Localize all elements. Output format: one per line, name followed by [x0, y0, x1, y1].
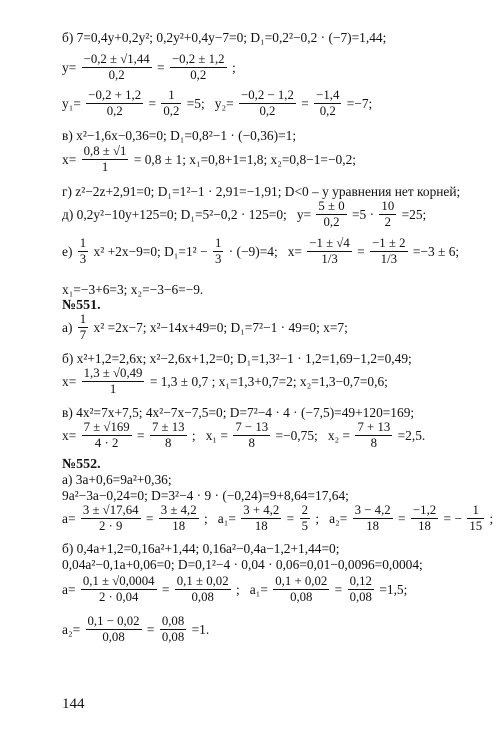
line-b-y-formula: y= $\frac{-0,2 \pm √1,44}{0,2}$ = $\frac{-0,2 \pm 1,2}{0,2}$ ;	[62, 52, 236, 82]
fraction: $\frac{1}{0,2}$	[163, 88, 180, 118]
fraction: $\frac{1}{15}$	[469, 503, 483, 533]
fraction: $\frac{1}{7}$	[79, 312, 87, 342]
fraction: $\frac{10}{2}$	[381, 199, 395, 229]
fraction: $\frac{-1,4}{0,2}$	[316, 88, 340, 118]
fraction: $\frac{-1 \pm 2}{1/3}$	[372, 236, 406, 266]
fraction: $\frac{3 \pm 4,2}{18}$	[160, 503, 197, 533]
line-e-roots: x₁=−3+6=3; x₂=−3−6=−9.	[62, 282, 204, 297]
fraction: $\frac{7 \pm √169}{4 \cdot 2}$	[83, 420, 130, 450]
fraction: $\frac{1}{3}$	[79, 236, 87, 266]
fraction: $\frac{0,1 + 0,02}{0,08}$	[275, 574, 328, 604]
fraction: $\frac{3 - 4,2}{18}$	[354, 503, 391, 533]
fraction: $\frac{-1 \pm √4}{1/3}$	[309, 236, 350, 266]
fraction: $\frac{1}{3}$	[214, 236, 222, 266]
fraction: $\frac{0,1 \pm √0,0004}{2 \cdot 0,04}$	[82, 574, 155, 604]
line-d-equation: д) 0,2y²−10y+125=0; D₁=5²−0,2 · 125=0; y= $\frac{5 \pm 0}{0,2}$ =5 · $\frac{10}{2}$ =25;	[62, 199, 427, 229]
line-v-roots: x= $\frac{0,8 \pm √1}{1}$ = 0,8 ± 1; x₁=0,8+1=1,8; x₂=0,8−1=−0,2;	[62, 144, 356, 174]
fraction: $\frac{-0,2 - 1,2}{0,2}$	[241, 88, 294, 118]
page-number: 144	[62, 696, 85, 712]
fraction: $\frac{7 \pm 13}{8}$	[151, 420, 185, 450]
fraction: $\frac{-0,2 \pm 1,2}{0,2}$	[171, 52, 225, 82]
fraction: $\frac{0,8 \pm √1}{1}$	[83, 144, 127, 174]
line-b-equation: б) 7=0,4y+0,2y²; 0,2y²+0,4y−7=0; D₁=0,2²−0,2 · (−7)=1,44;	[62, 30, 387, 45]
line-551-v-equation: в) 4x²=7x+7,5; 4x²−7x−7,5=0; D=7²−4 · 4 · (−7,5)=49+120=169;	[62, 405, 415, 420]
line-552-b-root2: a₂= $\frac{0,1 - 0,02}{0,08}$ = $\frac{0,08}{0,08}$ =1.	[62, 614, 210, 644]
fraction: $\frac{-1,2}{18}$	[412, 503, 437, 533]
fraction: $\frac{5 \pm 0}{0,2}$	[318, 199, 345, 229]
fraction: $\frac{1,3 \pm √0,49}{1}$	[83, 366, 143, 396]
line-g-equation: г) z²−2z+2,91=0; D₁=1²−1 · 2,91=−1,91; D<0 – у уравнения нет корней;	[62, 184, 461, 199]
fraction: $\frac{-0,2 + 1,2}{0,2}$	[88, 88, 142, 118]
line-552-a-discriminant: 9a²−3a−0,24=0; D=3²−4 · 9 · (−0,24)=9+8,64=17,64;	[62, 488, 349, 503]
fraction: $\frac{7 - 13}{8}$	[235, 420, 269, 450]
fraction: $\frac{0,1 - 0,02}{0,08}$	[87, 614, 140, 644]
line-552-b-equation: б) 0,4a+1,2=0,16a²+1,44; 0,16a²−0,4a−1,2+1,44=0;	[62, 541, 340, 556]
line-551-a: а) $\frac{1}{7}$ x² =2x−7; x²−14x+49=0; D₁=7²−1 · 49=0; x=7;	[62, 312, 348, 342]
line-551-v-roots: x= $\frac{7 \pm √169}{4 \cdot 2}$ = $\frac{7 \pm 13}{8}$ ; x₁ = $\frac{7 - 13}{8}$ =−0,75; x₂ = $\frac{7 + 13}{8}$ =2,5.	[62, 420, 426, 450]
line-v-equation: в) x²−1,6x−0,36=0; D₁=0,8²−1 · (−0,36)=1;	[62, 128, 297, 143]
fraction: $\frac{2}{5}$	[301, 503, 308, 533]
line-552-b-roots: a= $\frac{0,1 \pm √0,0004}{2 \cdot 0,04}$ = $\frac{0,1 \pm 0,02}{0,08}$ ; a₁= $\frac{0,1 + 0,02}{0,08}$ = $\frac{0,12}{0,08}$ =1,5;	[62, 574, 408, 604]
problem-552-heading: №552.	[62, 457, 101, 472]
fraction: $\frac{3 + 4,2}{18}$	[243, 503, 280, 533]
fraction: $\frac{0,12}{0,08}$	[349, 574, 372, 604]
line-552-a-roots: a= $\frac{3 \pm √17,64}{2 \cdot 9}$ = $\frac{3 \pm 4,2}{18}$ ; a₁= $\frac{3 + 4,2}{18}$ = $\frac{2}{5}$ ; a₂= $\frac{3 - 4,2}{18}$ = $\frac{-1,2}{18}$ = − $\frac{1}{15}$ ;	[62, 503, 494, 533]
line-552-a-equation: а) 3a+0,6=9a²+0,36;	[62, 472, 172, 487]
problem-551-heading: №551.	[62, 298, 101, 313]
line-551-b-roots: x= $\frac{1,3 \pm √0,49}{1}$ = 1,3 ± 0,7 ; x₁=1,3+0,7=2; x₂=1,3−0,7=0,6;	[62, 366, 388, 396]
fraction: $\frac{-0,2 \pm √1,44}{0,2}$	[83, 52, 150, 82]
line-b-roots: y₁= $\frac{-0,2 + 1,2}{0,2}$ = $\frac{1}{0,2}$ =5; y₂= $\frac{-0,2 - 1,2}{0,2}$ = $\frac{-1,4}{0,2}$ =−7;	[62, 88, 373, 118]
line-e-equation: е) $\frac{1}{3}$ x² +2x−9=0; D₁=1² − $\frac{1}{3}$ · (−9)=4; x= $\frac{-1 \pm √4}{1/3}$ = $\frac{-1 \pm 2}{1/3}$ =−3 ± 6;	[62, 236, 460, 266]
fraction: $\frac{7 + 13}{8}$	[357, 420, 391, 450]
fraction: $\frac{3 \pm √17,64}{2 \cdot 9}$	[82, 503, 139, 533]
fraction: $\frac{0,1 \pm 0,02}{0,08}$	[176, 574, 229, 604]
line-551-b-equation: б) x²+1,2=2,6x; x²−2,6x+1,2=0; D₁=1,3²−1 · 1,2=1,69−1,2=0,49;	[62, 351, 412, 366]
fraction: $\frac{0,08}{0,08}$	[161, 614, 185, 644]
line-552-b-discriminant: 0,04a²−0,1a+0,06=0; D=0,1²−4 · 0,04 · 0,06=0,01−0,0096=0,0004;	[62, 557, 423, 572]
